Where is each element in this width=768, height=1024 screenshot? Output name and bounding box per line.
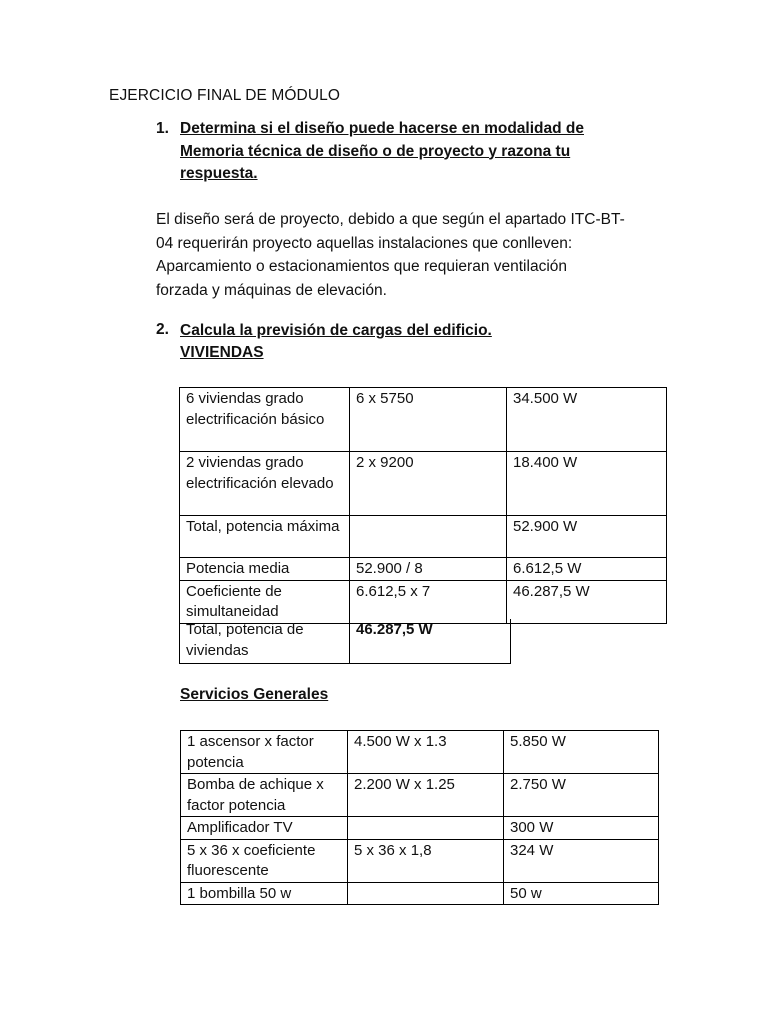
table-row: [180, 558, 667, 581]
question-1-number: 1.: [156, 120, 169, 137]
result-cell: 324 W: [504, 839, 659, 882]
calc-cell: [350, 516, 507, 558]
concept-cell: 2 viviendas grado electrificación elevado: [180, 452, 350, 516]
table-row: [180, 516, 667, 558]
concept-cell: 5 x 36 x coeficiente fluorescente: [181, 839, 348, 882]
result-cell: 2.750 W: [504, 774, 659, 817]
table-row: [180, 580, 667, 623]
table-row: [181, 774, 659, 817]
total-concept-cell: Total, potencia de viviendas: [180, 619, 350, 663]
concept-cell: Bomba de achique x factor potencia: [181, 774, 348, 817]
question-1-line: respuesta.: [180, 165, 258, 182]
question-2-text: Calcula la previsión de cargas del edificio.: [180, 322, 492, 339]
calc-cell: 4.500 W x 1.3: [348, 731, 504, 774]
answer-1-paragraph: [156, 208, 636, 302]
answer-1-line: Aparcamiento o estacionamientos que requieran ventilación: [156, 258, 567, 275]
servicios-heading: Servicios Generales: [180, 686, 329, 703]
result-cell: 52.900 W: [507, 516, 667, 558]
servicios-table: [180, 730, 659, 905]
table-row: [181, 731, 659, 774]
table-row: [180, 619, 511, 663]
concept-cell: Amplificador TV: [181, 817, 348, 840]
concept-cell: 1 bombilla 50 w: [181, 882, 348, 905]
answer-1-line: 04 requerirán proyecto aquellas instalaciones que conlleven:: [156, 234, 573, 252]
table-row: [181, 817, 659, 840]
result-cell: 6.612,5 W: [507, 558, 667, 581]
total-value-cell: 46.287,5 W: [350, 619, 511, 663]
concept-cell: Total, potencia máxima: [180, 516, 350, 558]
document-title: EJERCICIO FINAL DE MÓDULO: [109, 87, 341, 104]
calc-cell: [348, 882, 504, 905]
calc-cell: 2.200 W x 1.25: [348, 774, 504, 817]
question-2-number: 2.: [156, 321, 169, 338]
calc-cell: 5 x 36 x 1,8: [348, 839, 504, 882]
concept-cell: Potencia media: [180, 558, 350, 581]
question-1-line: Determina si el diseño puede hacerse en modalidad de: [180, 120, 584, 137]
table-row: [180, 388, 667, 452]
calc-cell: 52.900 / 8: [350, 558, 507, 581]
viviendas-heading: VIVIENDAS: [180, 344, 264, 361]
question-1-text: [180, 118, 620, 186]
result-cell: 5.850 W: [504, 731, 659, 774]
calc-cell: 6.612,5 x 7: [350, 580, 507, 623]
calc-cell: [348, 817, 504, 840]
concept-cell: 1 ascensor x factor potencia: [181, 731, 348, 774]
result-cell: 46.287,5 W: [507, 580, 667, 623]
viviendas-total-table: [179, 619, 511, 664]
result-cell: 34.500 W: [507, 388, 667, 452]
result-cell: 18.400 W: [507, 452, 667, 516]
table-row: [180, 452, 667, 516]
viviendas-table: [179, 387, 667, 624]
calc-cell: 2 x 9200: [350, 452, 507, 516]
concept-cell: 6 viviendas grado electrificación básico: [180, 388, 350, 452]
table-row: [181, 839, 659, 882]
table-row: [181, 882, 659, 905]
concept-cell: Coeficiente de simultaneidad: [180, 580, 350, 623]
question-1-line: Memoria técnica de diseño o de proyecto y razona tu: [180, 142, 571, 160]
result-cell: 300 W: [504, 817, 659, 840]
result-cell: 50 w: [504, 882, 659, 905]
answer-1-line: El diseño será de proyecto, debido a que según el apartado ITC-BT-: [156, 211, 625, 228]
answer-1-line: forzada y máquinas de elevación.: [156, 281, 387, 299]
calc-cell: 6 x 5750: [350, 388, 507, 452]
